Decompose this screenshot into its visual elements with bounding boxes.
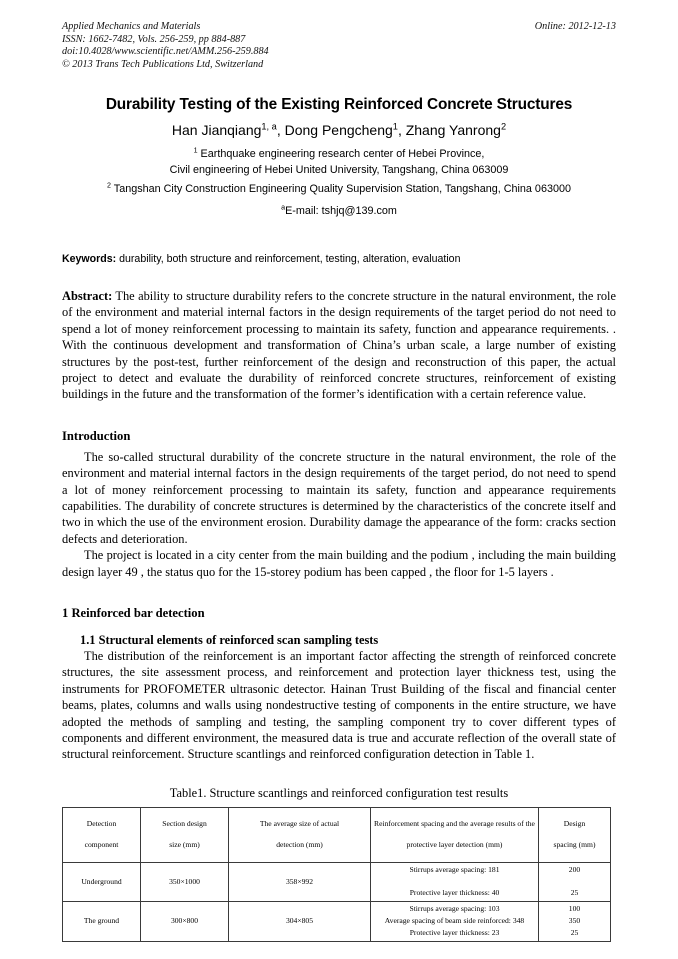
section-1-1-paragraph-1: The distribution of the reinforcement is an important factor affecting the strength of reinforced concrete structures, the site assessment process, and reinforcement and protection layer thickness test, using the instruments for PROFOMETER ultrasonic detector. Hainan Trust Building of the fiscal and financial center beams, plates, columns and walls using nondestructive testing of components in the entire structure, we have adopted the methods of sampling and testing, the sampling component try to cover different types of components and different environment, the measured data is true and accurate reflection of the overall state of structural reinforcement. Structure scantlings and reinforced configuration detection in Table 1.: [62, 648, 616, 762]
journal-issn-line: ISSN: 1662-7482, Vols. 256-259, pp 884-887: [62, 33, 246, 45]
page-content: [62, 0, 616, 942]
result-line: Stirrups average spacing: 103: [409, 903, 500, 913]
table-header-section-design-size: [141, 807, 229, 862]
design-spacing-line: 25: [570, 888, 579, 898]
introduction-heading: Introduction: [62, 428, 131, 443]
online-date: Online: 2012-12-13: [534, 21, 616, 32]
table-row: [63, 901, 611, 941]
design-spacing-line: 100: [568, 903, 581, 913]
affiliation-1-marker: 1: [193, 146, 198, 155]
results-stack: [374, 904, 535, 939]
journal-name: Applied Mechanics and Materials: [62, 21, 201, 32]
author-list: [62, 121, 616, 139]
table-header-line: size (mm): [169, 840, 200, 850]
abstract-label: Abstract:: [62, 288, 113, 303]
abstract-block: [62, 288, 616, 403]
introduction-paragraph-1: The so-called structural durability of the concrete structure in the natural environment, the role of the environment and material internal factors in the design requirements of the target period, do not need to spend a lot of money reinforcement processing to maintain its safety, function and appearance requirements capabilities. The durability of concrete structures is determined by the characteristics of the concrete itself and two in which the use of the environment erosion. Durability damage the appearance of the form: cracks section defects and deterioration.: [62, 449, 616, 546]
abstract-text: The ability to structure durability refers to the concrete structure in the natural environment, the role of the environment and material internal factors in the design requirements of the target period do not need to spend a lot of money reinforcement processing to maintain its safety, function and appearance requirements. . With the continuous development and transformation of China’s urban scale, a large number of existing structures by the post-test, further reinforcement of the design and reconstruction of this paper, the actual project to detect and evaluate the durability of reinforced concrete structures, reinforcement of existing buildings in the future and the transformation of the former’s identification with a certain reference value.: [62, 288, 616, 402]
table-header-average-actual-size: [229, 807, 371, 862]
table-header-detection-component: [63, 807, 141, 862]
email-text: E-mail: tshjq@139.com: [285, 204, 397, 217]
design-spacing-stack: [542, 904, 607, 939]
author-3-affil-marker: 2: [500, 121, 507, 132]
affiliation-1-line-1: [62, 147, 616, 163]
table-cell-design-spacing: [539, 862, 611, 901]
design-spacing-line: 200: [568, 864, 581, 874]
table-cell-section-design: 300×800: [141, 901, 229, 941]
introduction-paragraph-2: The project is located in a city center from the main building and the podium , including the main building design layer 49 , the status quo for the 15-storey podium has been capped , the floor for 1-5 layers .: [62, 548, 616, 579]
table-cell-section-design: 350×1000: [141, 862, 229, 901]
table-header-design-spacing: [539, 807, 611, 862]
affiliation-2-marker: 2: [107, 181, 111, 190]
affiliation-2-text: Tangshan City Construction Engineering Quality Supervision Station, Tangshang, China 063000: [111, 183, 571, 196]
section-1-heading: 1 Reinforced bar detection: [62, 605, 205, 620]
table-cell-results: [371, 862, 539, 901]
table-cell-component: The ground: [63, 901, 141, 941]
result-line: Protective layer thickness: 40: [409, 888, 500, 898]
email-marker: a: [281, 203, 286, 212]
corresponding-email: [62, 204, 616, 219]
section-1-1-heading: 1.1 Structural elements of reinforced scan sampling tests: [80, 632, 379, 647]
author-separator-1: ,: [276, 122, 285, 139]
keywords-text: durability, both structure and reinforcement, testing, alteration, evaluation: [116, 252, 461, 265]
design-spacing-line: 350: [568, 916, 581, 926]
result-line: Protective layer thickness: 23: [409, 928, 500, 938]
table-header-line: The average size of actual: [259, 818, 340, 828]
table-header-line: Design: [563, 818, 586, 828]
table-cell-results: [371, 901, 539, 941]
result-line: Average spacing of beam side reinforced: 348: [384, 916, 525, 926]
table-row: [63, 862, 611, 901]
table-1-caption: Table1. Structure scantlings and reinforced configuration test results: [169, 785, 509, 800]
author-3-name: Zhang Yanrong: [405, 122, 501, 139]
table-header-line: spacing (mm): [553, 840, 596, 850]
affiliation-1-text-1: Earthquake engineering research center of Hebei Province,: [197, 148, 485, 161]
table-header-line: detection (mm): [276, 840, 323, 850]
table-header-reinforcement-spacing-results: [371, 807, 539, 862]
author-2-affil-marker: 1: [392, 121, 398, 132]
table-cell-component: Underground: [63, 862, 141, 901]
journal-header-left: [62, 21, 462, 71]
author-separator-2: ,: [397, 122, 406, 139]
table-header-line: Detection: [86, 818, 117, 828]
table-header-line: protective layer detection (mm): [406, 840, 503, 850]
table-header-line: component: [84, 840, 119, 850]
results-table: [62, 807, 611, 942]
affiliation-2-line: [62, 182, 616, 198]
journal-copyright-line: © 2013 Trans Tech Publications Ltd, Switzerland: [62, 58, 264, 70]
table-cell-actual-size: 358×992: [229, 862, 371, 901]
table-header-line: Section design: [162, 818, 207, 828]
affiliation-block: [62, 147, 616, 198]
table-header-row: [63, 807, 611, 862]
journal-header: [62, 21, 616, 71]
page-title: Durability Testing of the Existing Reinforced Concrete Structures: [105, 96, 573, 114]
keywords-label: Keywords:: [62, 252, 117, 265]
table-cell-design-spacing: [539, 901, 611, 941]
author-2-name: Dong Pengcheng: [284, 122, 393, 139]
results-stack: [374, 865, 535, 899]
author-1-name: Han Jianqiang: [171, 122, 262, 139]
design-spacing-stack: [542, 865, 607, 899]
table-header-line: Reinforcement spacing and the average results of the: [374, 818, 535, 828]
author-1-affil-marker: 1, a: [261, 121, 277, 132]
result-line: Stirrups average spacing: 181: [409, 864, 500, 874]
design-spacing-line: 25: [570, 928, 579, 938]
table-cell-actual-size: 304×805: [229, 901, 371, 941]
keywords-line: [62, 252, 616, 266]
journal-doi-line: doi:10.4028/www.scientific.net/AMM.256-259.884: [62, 46, 269, 58]
affiliation-1-line-2: Civil engineering of Hebei United University, Tangshang, China 063009: [169, 163, 509, 176]
